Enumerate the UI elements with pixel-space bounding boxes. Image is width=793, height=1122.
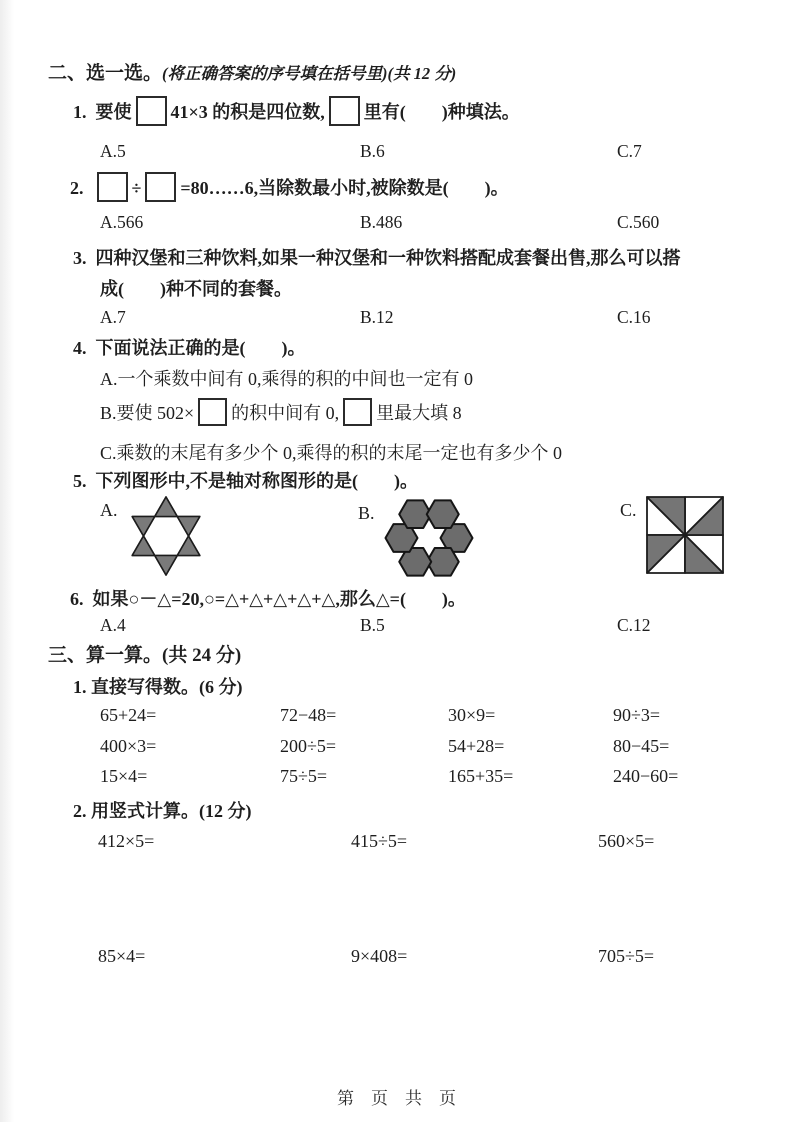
star-figure bbox=[129, 495, 203, 577]
answer-box bbox=[97, 172, 128, 202]
question-1-post: 里有( )种填法。 bbox=[363, 102, 520, 122]
hexagon-ring-figure bbox=[383, 494, 475, 582]
option-item: A.566 bbox=[100, 212, 144, 232]
question-4-option-b-mid: 的积中间有 0, bbox=[231, 403, 340, 423]
math-expression: 412×5= bbox=[98, 831, 155, 851]
question-5-number: 5. bbox=[73, 471, 87, 491]
question-2 bbox=[70, 172, 509, 202]
question-4-option-c bbox=[100, 442, 562, 465]
option-item: A.5 bbox=[100, 141, 126, 161]
math-expression: 80−45= bbox=[613, 736, 670, 756]
figure-b-label: B. bbox=[358, 503, 375, 523]
answer-box bbox=[198, 398, 227, 426]
page-number-label: 第 页 共 页 bbox=[337, 1089, 456, 1108]
answer-box bbox=[145, 172, 176, 202]
question-4-option-c-text: C.乘数的末尾有多少个 0,乘得的积的末尾一定也有多少个 0 bbox=[100, 443, 563, 463]
question-4-option-b-post: 里最大填 8 bbox=[376, 403, 462, 423]
mental-math-row-2 bbox=[0, 736, 793, 762]
question-1-options bbox=[0, 141, 793, 165]
math-expression: 30×9= bbox=[448, 705, 496, 725]
question-3-line1 bbox=[73, 247, 681, 270]
option-item: B.12 bbox=[360, 307, 394, 327]
math-expression: 65+24= bbox=[100, 705, 157, 725]
section-heading-choose-main: 二、选一选。 bbox=[48, 63, 163, 84]
question-3-text1: 四种汉堡和三种饮料,如果一种汉堡和一种饮料搭配成套餐出售,那么可以搭 bbox=[95, 248, 681, 268]
question-2-number: 2. bbox=[70, 178, 84, 198]
math-expression: 85×4= bbox=[98, 946, 146, 966]
hexagon bbox=[427, 500, 459, 528]
calc-sub1-heading bbox=[73, 676, 243, 699]
question-1-pre: 要使 bbox=[95, 102, 132, 122]
question-5-text: 下列图形中,不是轴对称图形的是( )。 bbox=[95, 471, 418, 491]
section-heading-calc bbox=[48, 644, 241, 668]
question-3-number: 3. bbox=[73, 248, 87, 268]
question-3-line2 bbox=[100, 278, 292, 301]
question-6-number: 6. bbox=[70, 589, 84, 609]
math-expression: 415÷5= bbox=[351, 831, 408, 851]
math-expression: 75÷5= bbox=[280, 766, 328, 786]
calc-sub2-text: 2. 用竖式计算。(12 分) bbox=[73, 801, 252, 821]
question-1 bbox=[73, 96, 520, 126]
question-2-text: =80……6,当除数最小时,被除数是( )。 bbox=[180, 178, 509, 198]
vertical-calc-row-2 bbox=[0, 946, 793, 974]
option-item: B.486 bbox=[360, 212, 403, 232]
option-item: A.4 bbox=[100, 615, 126, 635]
option-item: C.7 bbox=[617, 141, 642, 161]
math-expression: 705÷5= bbox=[598, 946, 655, 966]
math-expression: 15×4= bbox=[100, 766, 148, 786]
option-item: A.7 bbox=[100, 307, 126, 327]
vertical-calc-row-1 bbox=[0, 831, 793, 859]
question-5 bbox=[73, 470, 418, 493]
math-expression: 240−60= bbox=[613, 766, 679, 786]
question-3-text2: 成( )种不同的套餐。 bbox=[100, 279, 292, 299]
option-item: C.16 bbox=[617, 307, 651, 327]
math-expression: 560×5= bbox=[598, 831, 655, 851]
question-4-option-b bbox=[100, 398, 462, 426]
answer-box bbox=[343, 398, 372, 426]
question-4 bbox=[73, 337, 306, 360]
question-3-options bbox=[0, 307, 793, 331]
option-item: C.560 bbox=[617, 212, 660, 232]
page-footer bbox=[0, 1084, 793, 1109]
math-expression: 200÷5= bbox=[280, 736, 337, 756]
question-4-text: 下面说法正确的是( )。 bbox=[95, 338, 306, 358]
question-6-options bbox=[0, 615, 793, 639]
figure-c-label: C. bbox=[620, 500, 637, 520]
calc-sub2-heading bbox=[73, 800, 252, 823]
question-2-divide-sign: ÷ bbox=[131, 178, 142, 198]
math-expression: 9×408= bbox=[351, 946, 408, 966]
question-4-option-a bbox=[100, 368, 473, 391]
section-heading-choose-note: (将正确答案的序号填在括号里)(共 12 分) bbox=[162, 64, 457, 83]
answer-box bbox=[136, 96, 167, 126]
figure-a-label: A. bbox=[100, 500, 118, 520]
mental-math-row-3 bbox=[0, 766, 793, 792]
option-item: B.6 bbox=[360, 141, 385, 161]
question-6-text: 如果○－△=20,○=△+△+△+△+△,那么△=( )。 bbox=[92, 589, 466, 609]
answer-box bbox=[329, 96, 360, 126]
question-6 bbox=[70, 588, 466, 611]
question-2-options bbox=[0, 212, 793, 236]
section-heading-choose bbox=[48, 62, 456, 86]
math-expression: 165+35= bbox=[448, 766, 514, 786]
mental-math-row-1 bbox=[0, 705, 793, 731]
math-expression: 90÷3= bbox=[613, 705, 661, 725]
section-heading-calc-text: 三、算一算。(共 24 分) bbox=[48, 645, 242, 666]
question-1-mid: 41×3 的积是四位数, bbox=[170, 102, 325, 122]
calc-sub1-text: 1. 直接写得数。(6 分) bbox=[73, 677, 243, 697]
math-expression: 72−48= bbox=[280, 705, 337, 725]
option-item: B.5 bbox=[360, 615, 385, 635]
math-expression: 54+28= bbox=[448, 736, 505, 756]
question-4-number: 4. bbox=[73, 338, 87, 358]
pinwheel-figure bbox=[646, 496, 724, 574]
option-item: C.12 bbox=[617, 615, 651, 635]
question-4-option-a-text: A.一个乘数中间有 0,乘得的积的中间也一定有 0 bbox=[100, 369, 473, 389]
question-4-option-b-pre: B.要使 502× bbox=[100, 403, 195, 423]
math-expression: 400×3= bbox=[100, 736, 157, 756]
question-1-number: 1. bbox=[73, 102, 87, 122]
